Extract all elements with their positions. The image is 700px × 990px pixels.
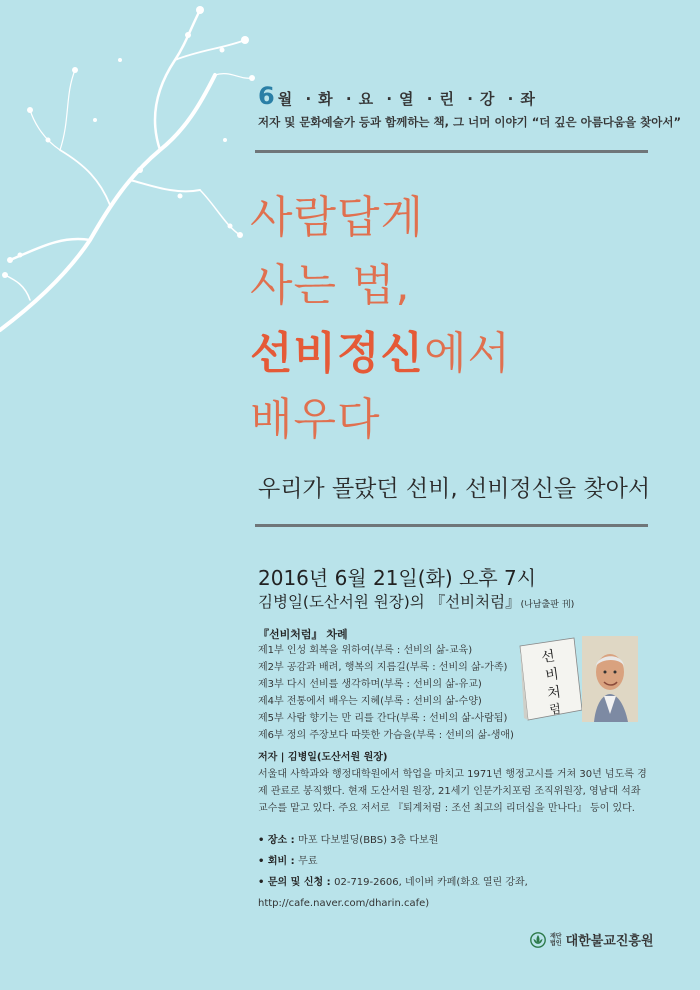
info-item (258, 830, 700, 851)
info-label: • 장소 : (258, 835, 299, 846)
toc-item: 제6부 정의 주장보다 따뜻한 가슴을(부록 : 선비의 삶-생애) (258, 730, 514, 741)
organization-logo (530, 930, 654, 949)
info-label: • 회비 : (258, 856, 299, 867)
book-and-author-photo (516, 636, 638, 722)
toc-item: 제3부 다시 선비를 생각하며(부록 : 선비의 삶-유교) (258, 679, 482, 690)
series-char: 요 (358, 90, 375, 108)
title-line-3-rest: 에서 (424, 328, 512, 379)
org-prefix: 재단 법인 (550, 932, 562, 947)
publisher-note: (나남출판 刊) (520, 600, 575, 610)
info-label: • 문의 및 신청 : (258, 877, 335, 888)
bio-heading: 저자 | 김병일(도산서원 원장) (258, 752, 388, 763)
info-item (258, 872, 700, 914)
toc-list (258, 642, 514, 744)
toc-item: 제5부 사람 향기는 만 리를 간다(부록 : 선비의 삶-사람됨) (258, 713, 508, 724)
series-char: 린 (439, 90, 455, 108)
title-line-2: 사는 법, (250, 260, 411, 311)
series-char: 열 (399, 90, 415, 108)
info-value: 무료 (298, 856, 318, 867)
svg-text:처: 처 (546, 684, 562, 702)
event-datetime: 2016년 6월 21일(화) 오후 7시 (258, 566, 537, 590)
title-line-1: 사람답게 (250, 192, 425, 243)
title-line-4: 배우다 (250, 394, 381, 445)
plum-branch-illustration (0, 0, 260, 340)
svg-text:비: 비 (544, 666, 560, 684)
divider (255, 150, 648, 153)
toc-heading: 『선비처럼』 차례 (258, 628, 348, 641)
svg-text:럼: 럼 (548, 701, 562, 717)
title-line-3 (250, 328, 512, 379)
series-char: 화 (318, 90, 334, 108)
toc-item: 제4부 전통에서 배우는 지혜(부록 : 선비의 삶-수양) (258, 696, 482, 707)
author-book: 김병일(도산서원 원장)의 『선비처럼』 (258, 593, 521, 611)
series-heading: 6 월 · 화 · 요 · 열 · 린 · 강 · 좌 (258, 82, 536, 110)
lotus-logo-icon (530, 932, 546, 948)
divider (255, 524, 648, 527)
title-emphasis: 선비정신 (250, 328, 425, 379)
svg-text:선: 선 (540, 648, 556, 666)
month-unit: 월 (277, 90, 294, 108)
info-value: 02-719-2606, 네이버 카페(화요 열린 강좌, http://cafe.naver.com/dharin.cafe) (258, 877, 528, 909)
author-line (258, 590, 574, 612)
subtitle: 우리가 몰랐던 선비, 선비정신을 찾아서 (258, 476, 651, 502)
month-number: 6 (258, 82, 276, 110)
tagline: 저자 및 문화예술가 등과 함께하는 책, 그 너머 이야기 “더 깊은 아름다움을 찾아서” (258, 115, 682, 129)
bio-text: 서울대 사학과와 행정대학원에서 학업을 마치고 1971년 행정고시를 거쳐 30년 넘도록 경제 관료로 봉직했다. 현재 도산서원 원장, 21세기 인문가치포럼 조직위원장, 영남대 석좌교수를 맡고 있다. 주요 저서로 『퇴계처럼 : 조선 최고의 리더십을 만나다』 등이 있다. (258, 769, 647, 814)
toc-item: 제2부 공감과 배려, 행복의 지름길(부록 : 선비의 삶-가족) (258, 662, 508, 673)
info-value: 마포 다보빌딩(BBS) 3층 다보원 (298, 835, 439, 846)
info-item (258, 851, 700, 872)
series-char: 강 (479, 90, 496, 108)
event-info-list (258, 830, 700, 914)
org-name: 대한불교진흥원 (565, 934, 654, 949)
toc-item: 제1부 인성 회복을 위하여(부록 : 선비의 삶-교육) (258, 645, 473, 656)
series-char: 좌 (520, 90, 536, 108)
